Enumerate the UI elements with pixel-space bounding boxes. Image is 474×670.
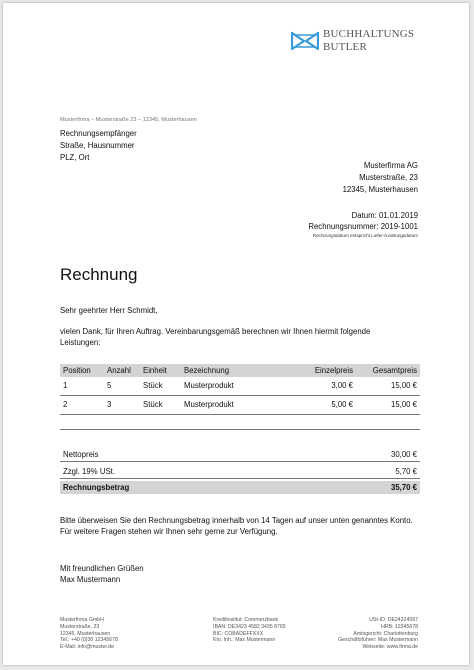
- cell-position: 1: [63, 380, 68, 390]
- footer-line: Tel.: +40 (0)30 12345678: [60, 637, 118, 644]
- cell-unit: Stück: [143, 380, 163, 390]
- questions-note: Für weitere Fragen stehen wir Ihnen sehr gerne zur Verfügung.: [60, 527, 278, 536]
- vat-label: Zzgl. 19% USt.: [63, 467, 115, 476]
- footer-company-info: [60, 617, 118, 651]
- company-name: Musterfirma AG: [363, 161, 418, 170]
- cell-description: Musterprodukt: [184, 399, 234, 409]
- regards-phrase: Mit freundlichen Grüßen: [60, 564, 144, 573]
- footer-line: 12345, Musterhausen: [60, 630, 111, 637]
- net-price-label: Nettopreis: [63, 450, 99, 459]
- line-items-table: [60, 364, 420, 415]
- footer-line: Musterstraße, 23: [60, 623, 100, 630]
- invoice-total-label: Rechnungsbetrag: [63, 483, 130, 492]
- footer-line: Geschäftsführer: Max Mustermann: [338, 637, 418, 644]
- net-price-value: 30,00 €: [390, 450, 417, 459]
- recipient-line: PLZ, Ort: [60, 153, 90, 162]
- cell-quantity: 5: [107, 380, 112, 390]
- regards-block: [60, 563, 144, 585]
- table-row: [60, 377, 420, 393]
- footer-line: BIC: COBADEFFXXX: [213, 630, 264, 637]
- cell-position: 2: [63, 399, 68, 409]
- row-divider: [60, 412, 420, 415]
- invoice-date-note: Rechnungsdatum entspricht Liefer-/Leistungsdatum: [312, 233, 418, 238]
- footer-line: Musterfirma GmbH: [60, 617, 104, 623]
- footer-bank-info: [213, 617, 286, 644]
- salutation: Sehr geehrter Herr Schmidt,: [60, 306, 158, 315]
- vat-row: [60, 465, 420, 479]
- recipient-address: [60, 128, 137, 164]
- footer-line: IBAN: DE3423 4582 3435 8765: [213, 623, 286, 630]
- col-header-quantity: Anzahl: [104, 364, 140, 377]
- footer-line: Kto. Inh.: Max Mustermann: [213, 637, 276, 644]
- table-header-row: [60, 364, 420, 377]
- sender-address-line: Musterfirma – Musterstraße 23 – 12345, Musterhausen: [60, 117, 197, 123]
- footer-line: Kreditinstitut: Commerzbank: [213, 617, 279, 623]
- company-city: 12345, Musterhausen: [342, 185, 418, 194]
- footer-line: HRB: 12345678: [381, 623, 418, 630]
- recipient-line: Straße, Hausnummer: [60, 141, 135, 150]
- logo-wordmark: [323, 28, 414, 54]
- logo-line-2: BUTLER: [323, 41, 367, 53]
- footer-line: USt-ID: DE24324587: [369, 617, 418, 623]
- col-header-unit-price: Einzelpreis: [290, 364, 356, 377]
- intro-text: vielen Dank, für Ihren Auftrag. Vereinbarungsgemäß berechnen wir Ihnen hiermit folgende Leistungen:: [60, 327, 371, 347]
- cell-quantity: 3: [107, 399, 112, 409]
- invoice-total-row: [60, 481, 420, 494]
- footer-line: E-Mail: info@muster.de: [60, 644, 114, 651]
- cell-unit-price: 3,00 €: [331, 380, 353, 390]
- cell-unit-price: 5,00 €: [331, 399, 353, 409]
- col-header-description: Bezeichnung: [181, 364, 290, 377]
- invoice-date: Datum: 01.01.2019: [351, 211, 418, 220]
- col-header-total-price: Gesamtpreis: [356, 364, 420, 377]
- footer-legal-info: [338, 617, 418, 651]
- invoice-number: Rechnungsnummer: 2019-1001: [308, 221, 418, 231]
- invoice-meta: [308, 211, 418, 239]
- totals-top-divider: [60, 429, 420, 430]
- bowtie-logo-icon: [291, 31, 319, 51]
- net-price-row: [60, 448, 420, 462]
- col-header-position: Position: [60, 364, 104, 377]
- table-row: [60, 396, 420, 413]
- logo-line-1: BUCHHALTUNGS: [323, 28, 415, 40]
- invoice-page: [3, 3, 469, 665]
- cell-total-price: 15,00 €: [390, 380, 417, 390]
- document-title: Rechnung: [60, 265, 138, 284]
- cell-total-price: 15,00 €: [390, 399, 417, 409]
- closing-text: [60, 515, 420, 537]
- invoice-total-value: 35,70 €: [390, 483, 417, 492]
- company-address: [343, 160, 418, 196]
- cell-unit: Stück: [143, 399, 163, 409]
- cell-description: Musterprodukt: [184, 380, 234, 390]
- col-header-unit: Einheit: [140, 364, 181, 377]
- signatory-name: Max Mustermann: [60, 575, 121, 584]
- recipient-line: Rechnungsempfänger: [60, 129, 137, 138]
- payment-instruction: Bitte überweisen Sie den Rechnungsbetrag innerhalb von 14 Tagen auf unser unten genanntes Konto.: [60, 516, 413, 525]
- footer-line: Webseite: www.firma.de: [362, 644, 418, 651]
- footer-line: Amtsgericht: Charlottenburg: [353, 630, 418, 637]
- company-street: Musterstraße, 23: [359, 173, 418, 182]
- vat-value: 5,70 €: [395, 467, 417, 476]
